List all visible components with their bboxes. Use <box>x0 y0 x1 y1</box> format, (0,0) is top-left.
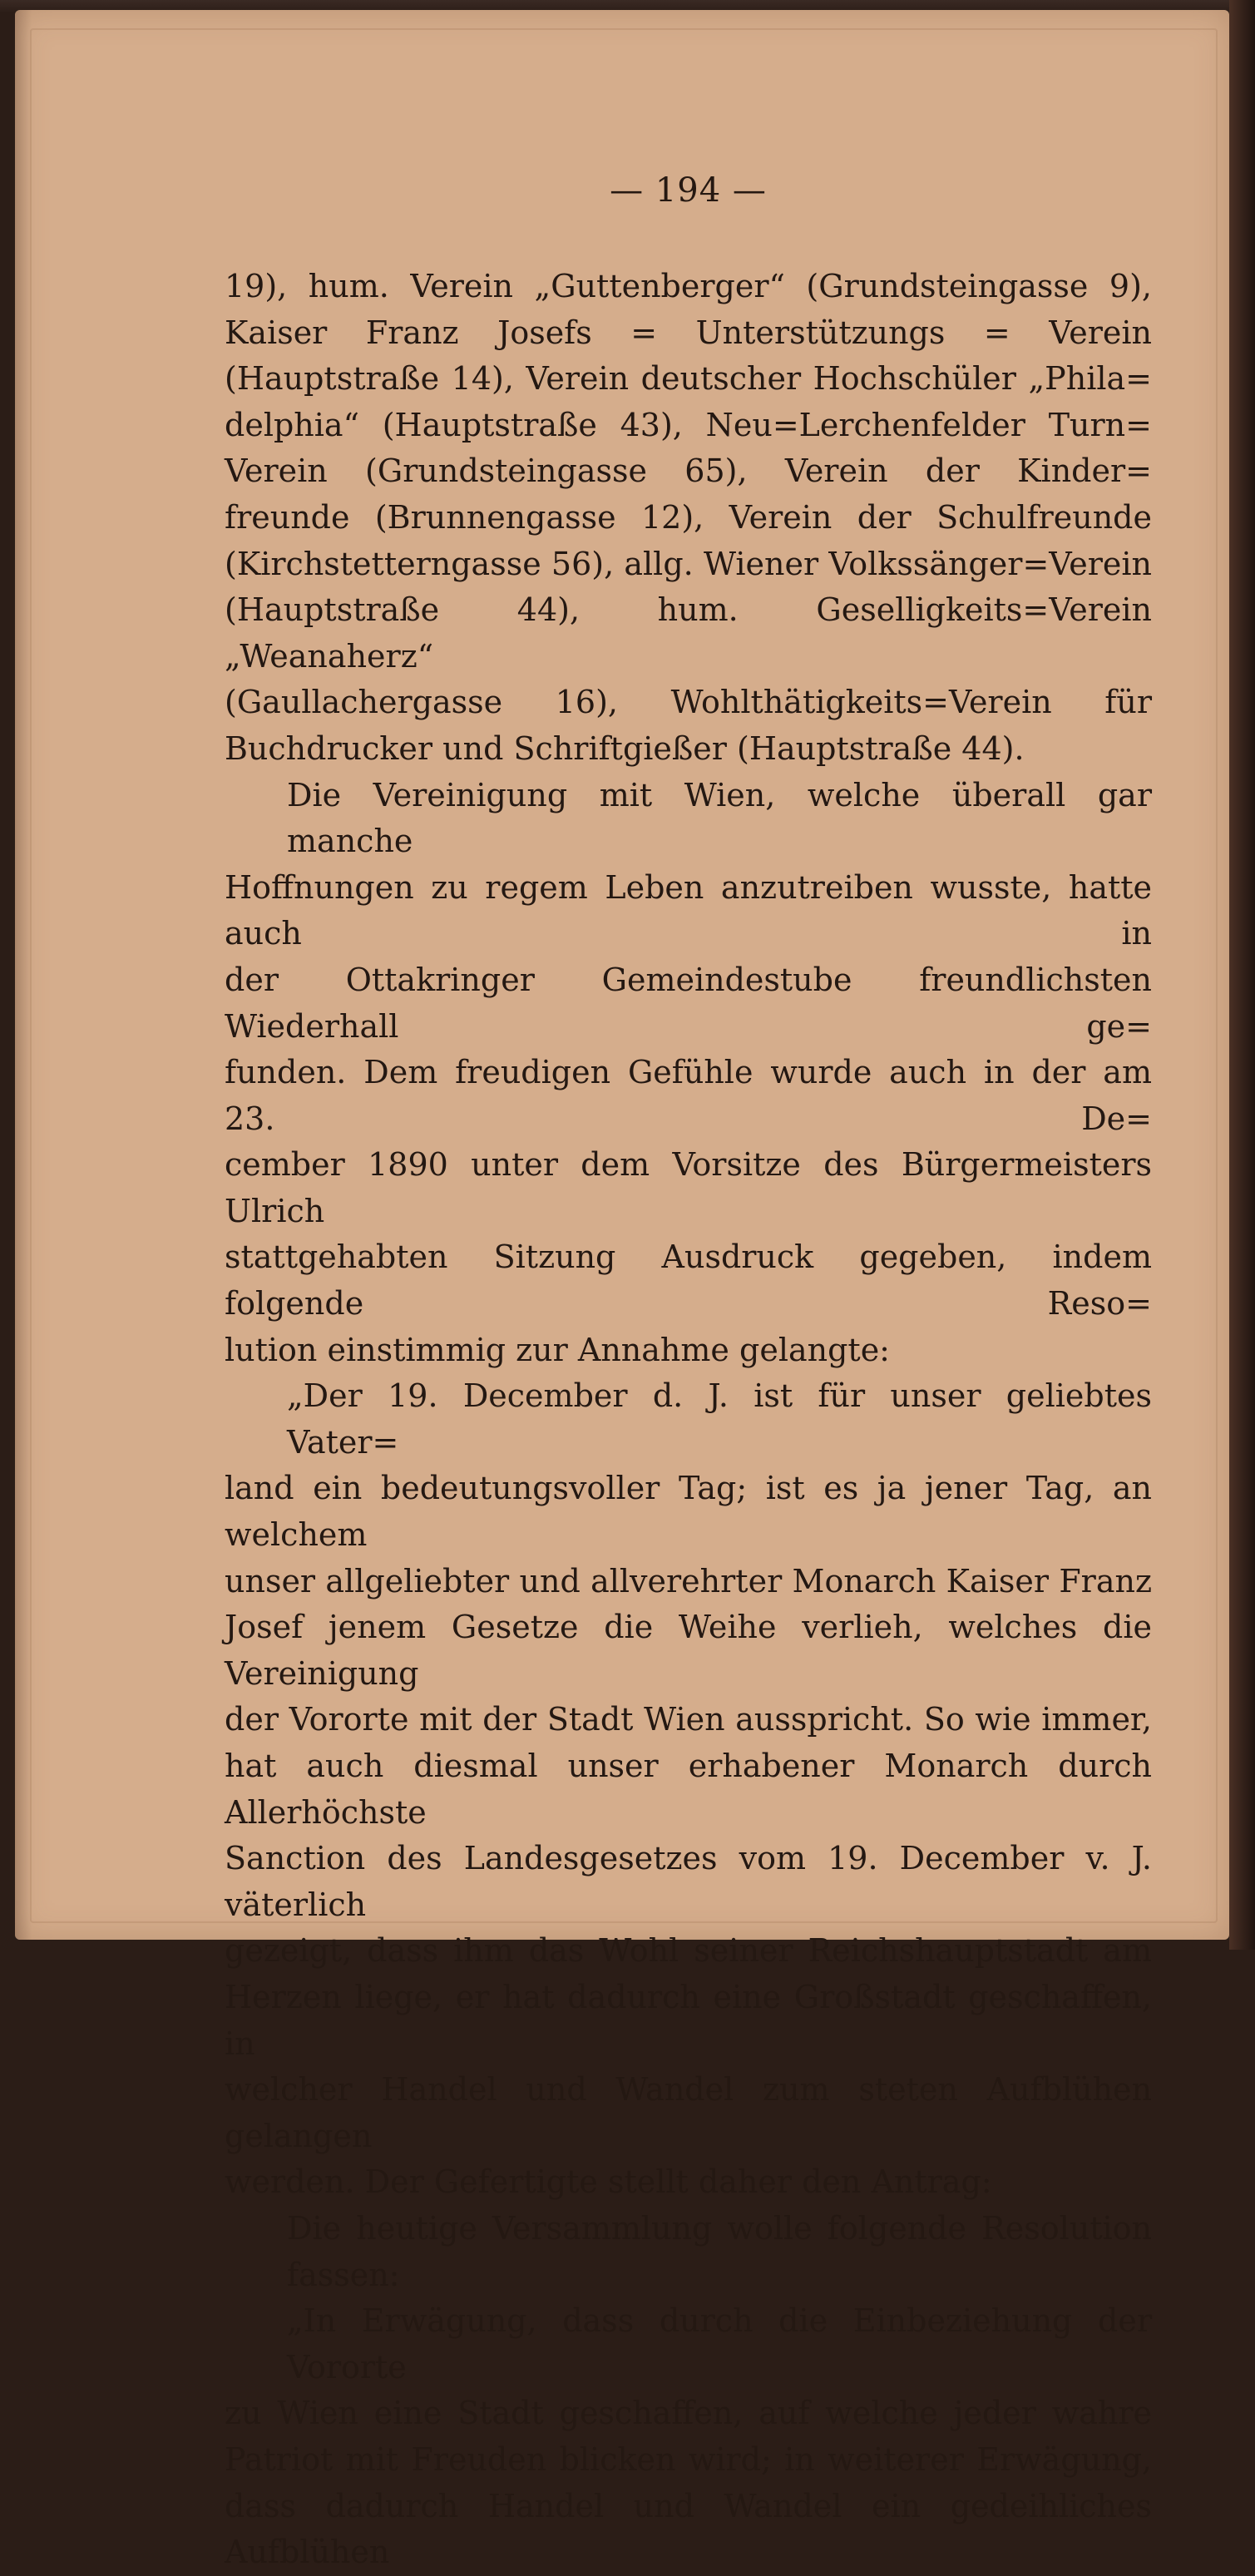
text-line: Kaiser Franz Josefs = Unterstützungs = Verein <box>225 314 1152 351</box>
text-line: delphia“ (Hauptstraße 43), Neu=Lerchenfelder Turn= <box>225 406 1152 443</box>
text-line: Verein (Grundsteingasse 65), Verein der Kinder= <box>225 452 1152 490</box>
text-line: land ein bedeutungsvoller Tag; ist es ja jener Tag, an welchem <box>225 1470 1152 1554</box>
text-line: (Hauptstraße 44), hum. Geselligkeits=Verein „Weanaherz“ <box>225 591 1152 675</box>
text-line: Hoffnungen zu regem Leben anzutreiben wusste, hatte auch in <box>225 868 1152 952</box>
text-line: cember 1890 unter dem Vorsitze des Bürgermeisters Ulrich <box>225 1146 1152 1229</box>
page-content <box>225 167 1152 2571</box>
text-line: stattgehabten Sitzung Ausdruck gegeben, indem folgende Reso= <box>225 1239 1152 1323</box>
page-number: — 194 — <box>610 171 767 210</box>
text-line: unser allgeliebter und allverehrter Monarch Kaiser Franz <box>225 1562 1152 1599</box>
text-line: werden. Der Gefertigte stellt daher den Antrag: <box>225 2163 992 2201</box>
text-line: Herzen liege, er hat dadurch eine Großstadt geschaffen, in <box>225 1978 1152 2062</box>
text-line: (Gaullachergasse 16), Wohlthätigkeits=Verein für <box>225 684 1152 721</box>
text-line: welcher Handel und Wandel zum steten Aufblühen gelangen <box>225 2071 1152 2154</box>
text-line: hat auch diesmal unser erhabener Monarch durch Allerhöchste <box>225 1748 1152 1831</box>
text-line: Sanction des Landesgesetzes vom 19. December v. J. väterlich <box>225 1840 1152 1923</box>
text-line: Josef jenem Gesetze die Weihe verlieh, welches die Vereinigung <box>225 1609 1152 1692</box>
resolution-start-line: „In Erwägung, dass durch die Einbeziehung der Vororte <box>287 2302 1152 2386</box>
paragraph-start-line: Die Vereinigung mit Wien, welche überall gar manche <box>287 776 1152 860</box>
text-line: dass dadurch Handel und Wandel ein gedeihliches Aufblühen <box>225 2487 1152 2571</box>
text-line: der Vororte mit der Stadt Wien ausspricht. So wie immer, <box>225 1701 1152 1738</box>
text-line: lution einstimmig zur Annahme gelangte: <box>225 1331 890 1368</box>
book-edge <box>1229 0 1255 1950</box>
text-line: zu Wien eine Stadt geschaffen, auf welche jeder wahre <box>225 2395 1152 2432</box>
text-line: Patriot mit Freuden blicken wird; in weiterer Erwägung, <box>225 2440 1152 2478</box>
text-line: der Ottakringer Gemeindestube freundlichsten Wiederhall ge= <box>225 961 1152 1045</box>
text-line: (Hauptstraße 14), Verein deutscher Hochschüler „Phila= <box>225 360 1152 398</box>
text-line: freunde (Brunnengasse 12), Verein der Schulfreunde <box>225 498 1152 536</box>
resolution-intro-line: Die heutige Versammlung wolle folgende Resolution fassen: <box>287 2209 1152 2293</box>
page-shadow <box>15 10 32 1940</box>
text-line: (Kirchstetterngasse 56), allg. Wiener Volkssänger=Verein <box>225 545 1152 582</box>
quote-start-line: „Der 19. December d. J. ist für unser geliebtes Vater= <box>287 1377 1152 1461</box>
page-text <box>225 264 1152 2576</box>
text-line: Buchdrucker und Schriftgießer (Hauptstraße 44). <box>225 729 1025 767</box>
text-line: gezeigt, dass ihm das Wohl seiner Reichshauptstadt am <box>225 1932 1152 1970</box>
text-line: funden. Dem freudigen Gefühle wurde auch in der am 23. De= <box>225 1054 1152 1137</box>
text-line: 19), hum. Verein „Guttenberger“ (Grundsteingasse 9), <box>225 268 1152 304</box>
